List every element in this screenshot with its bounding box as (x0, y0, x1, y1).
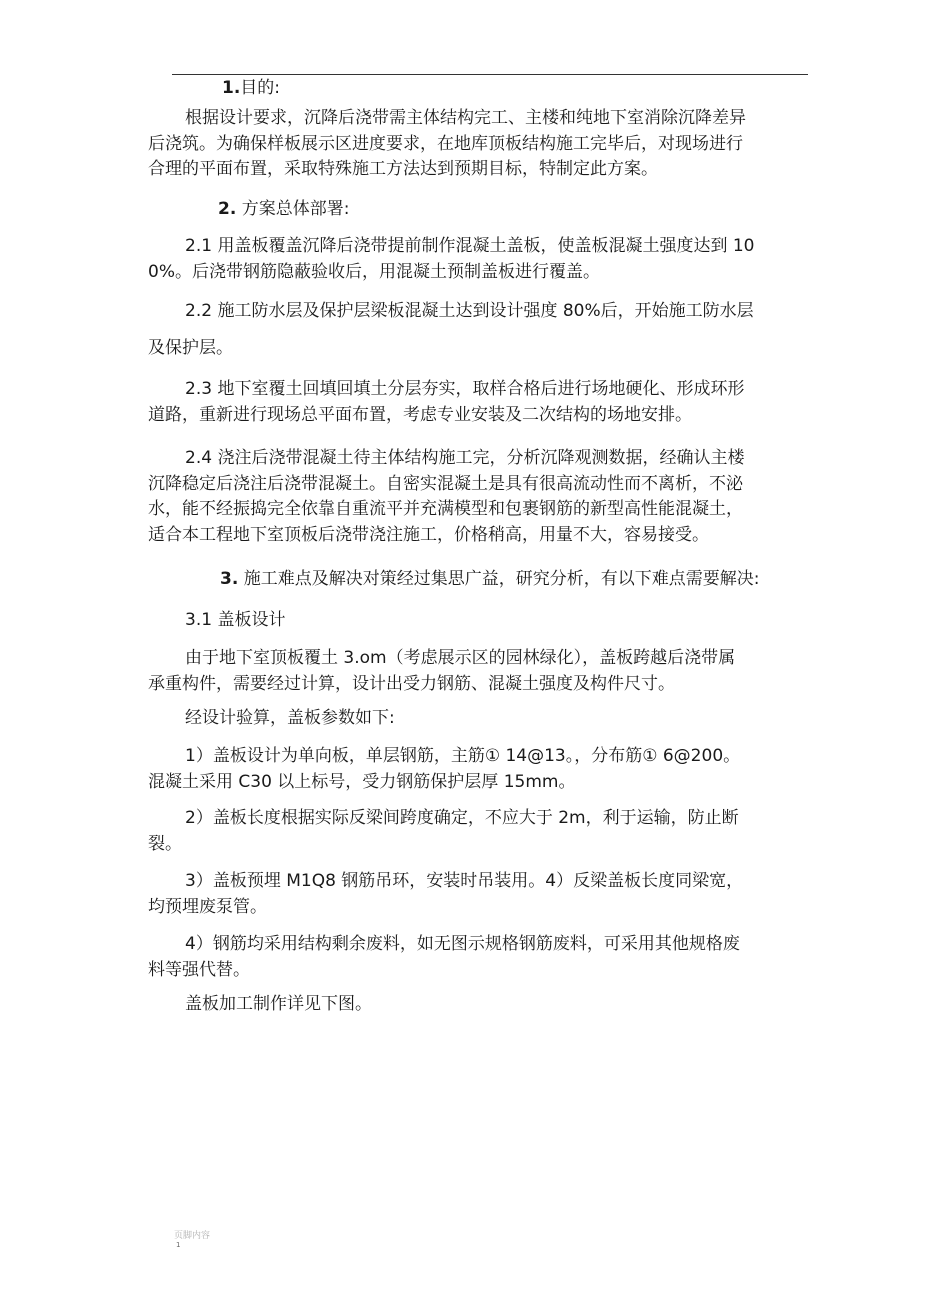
paragraph-load (148, 646, 845, 697)
section-number: 2. (218, 199, 237, 219)
text-line: 3）盖板预埋 M1Q8 钢筋吊环，安装时吊装用。4）反梁盖板长度同梁宽， (185, 871, 744, 891)
page-number: 1 (176, 1241, 181, 1249)
text-line: 根据设计要求，沉降后浇带需主体结构完工、主楼和纯地下室消除沉降差异 (185, 108, 746, 128)
text-line: 水，能不经振捣完全依靠自重流平并充满模型和包裹钢筋的新型高性能混凝土， (148, 499, 743, 519)
text-line: 2.1 用盖板覆盖沉降后浇带提前制作混凝土盖板，使盖板混凝土强度达到 10 (185, 236, 755, 256)
section-2-heading (218, 197, 878, 223)
subsection-3-1 (148, 608, 845, 634)
section-1-paragraph (148, 106, 845, 183)
text-line: 承重构件，需要经过计算，设计出受力钢筋、混凝土强度及构件尺寸。 (148, 673, 675, 694)
text-line: 1）盖板设计为单向板，单层钢筋，主筋① 14@13。，分布筋① 6@200。 (185, 746, 741, 766)
section-number: 3. (220, 569, 239, 589)
text-line: 适合本工程地下室顶板后浇带浇注施工，价格稍高，用量不大，容易接受。 (148, 524, 709, 545)
text-line: 4）钢筋均采用结构剩余废料，如无图示规格钢筋废料，可采用其他规格废 (185, 934, 740, 954)
text-line: 2）盖板长度根据实际反梁间跨度确定，不应大于 2m，利于运输，防止断 (185, 808, 739, 828)
footer-label: 页脚内容 (174, 1231, 211, 1241)
section-title: 目的: (240, 78, 281, 98)
text-line: 混凝土采用 C30 以上标号，受力钢筋保护层厚 15mm。 (148, 771, 576, 792)
text-line: 经设计验算，盖板参数如下: (185, 708, 395, 728)
text-line: 料等强代替。 (148, 959, 250, 980)
section-3-heading (220, 567, 820, 593)
paragraph-figure-ref (148, 992, 845, 1018)
paragraph-2-2 (148, 299, 845, 361)
paragraph-params-intro (148, 706, 845, 732)
text-line: 0%。后浇带钢筋隐蔽验收后，用混凝土预制盖板进行覆盖。 (148, 261, 600, 282)
text-line: 道路，重新进行现场总平面布置，考虑专业安装及二次结构的场地安排。 (148, 404, 692, 425)
text-line: 盖板加工制作详见下图。 (185, 994, 372, 1014)
section-title: 施工难点及解决对策经过集思广益，研究分析，有以下难点需要解决: (243, 569, 760, 589)
section-number: 1. (222, 78, 241, 98)
list-item-4 (148, 932, 845, 983)
text-line: 2.3 地下室覆土回填回填土分层夯实，取样合格后进行场地硬化、形成环形 (185, 379, 745, 399)
text-line: 后浇筑。为确保样板展示区进度要求，在地库顶板结构施工完毕后，对现场进行 (148, 133, 743, 154)
text-line: 合理的平面布置，采取特殊施工方法达到预期目标，特制定此方案。 (148, 159, 658, 179)
text-line: 均预埋废泵管。 (148, 896, 267, 917)
text-line: 沉降稳定后浇注后浇带混凝土。自密实混凝土是具有很高流动性而不离析，不泌 (148, 473, 743, 494)
text-line: 裂。 (148, 833, 182, 854)
text-line: 由于地下室顶板覆土 3.om（考虑展示区的园林绿化），盖板跨越后浇带属 (185, 648, 736, 668)
section-title: 方案总体部署: (241, 199, 350, 219)
section-1-heading (222, 76, 882, 102)
subsection-title: 3.1 盖板设计 (185, 610, 286, 630)
text-line: 2.2 施工防水层及保护层梁板混凝土达到设计强度 80%后，开始施工防水层 (185, 301, 754, 321)
text-line: 2.4 浇注后浇带混凝土待主体结构施工完，分析沉降观测数据，经确认主楼 (185, 448, 745, 468)
text-line: 及保护层。 (148, 337, 233, 358)
list-item-1 (148, 744, 845, 795)
paragraph-2-1 (148, 234, 845, 285)
list-item-2 (148, 806, 845, 857)
list-item-3 (148, 869, 845, 920)
paragraph-2-3 (148, 377, 845, 428)
header-rule (172, 74, 808, 75)
paragraph-2-4 (148, 446, 845, 548)
